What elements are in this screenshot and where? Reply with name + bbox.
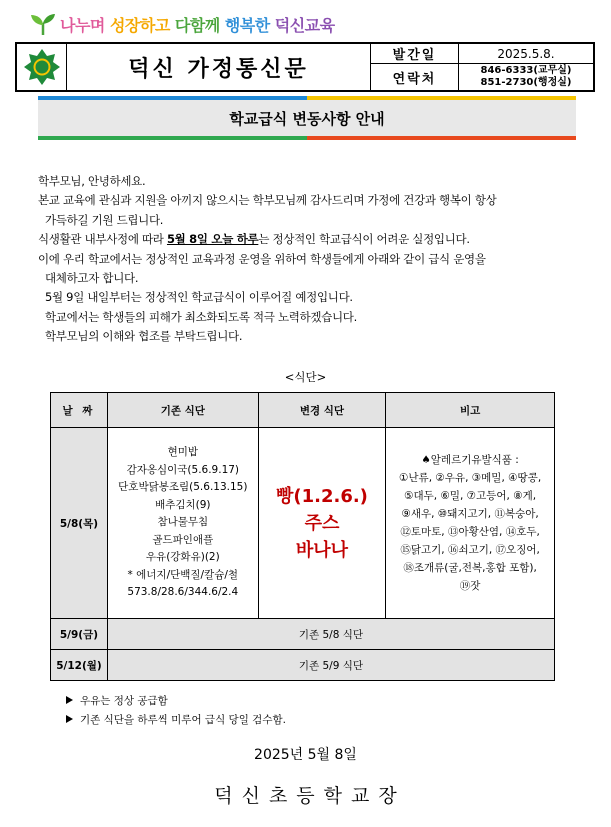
changed-item: 주스 — [304, 512, 340, 534]
menu-header-row — [51, 393, 555, 428]
allergy-line: ⑨새우, ⑩돼지고기, ⑪복숭아, — [401, 508, 539, 520]
slogan-word: 다함께 — [174, 15, 225, 35]
menu-item: 단호박닭봉조림(5.6.13.15) — [118, 481, 248, 494]
table-row — [51, 619, 555, 650]
issue-date: 2025.5.8. — [459, 44, 593, 64]
row-date: 5/8(목) — [51, 428, 108, 619]
slogan-word: 성장하고 — [109, 15, 175, 35]
body-line: 이에 우리 학교에서는 정상적인 교육과정 운영을 위하여 학생들에게 아래와 같이 급식 운영을 — [38, 251, 486, 266]
triangle-bullet-icon — [66, 696, 73, 704]
changed-item: 빵(1.2.6.) — [275, 485, 368, 507]
masthead — [15, 42, 595, 92]
menu-table — [50, 392, 555, 681]
highlight-date: 5월 8일 오늘 하루 — [166, 232, 259, 247]
original-menu — [107, 428, 258, 619]
allergy-line: ⑲잣 — [459, 580, 481, 592]
header-changed: 변경 식단 — [258, 393, 385, 428]
notes — [66, 692, 286, 730]
slogan-text — [60, 13, 335, 36]
menu-item: * 에너지/단백질/칼슘/철 — [127, 568, 239, 581]
masthead-info — [371, 44, 593, 90]
title-bar-bottom — [38, 136, 576, 140]
menu-title: <식단> — [284, 370, 327, 384]
sprout-icon — [30, 13, 56, 35]
menu-item: 골드파인애플 — [152, 533, 214, 546]
note-item: 기존 식단을 하루씩 미루어 급식 당일 검수함. — [66, 711, 286, 730]
header-original: 기존 식단 — [107, 393, 258, 428]
slogan-word: 덕신교육 — [274, 15, 335, 35]
slogan-word: 나누며 — [60, 15, 110, 35]
contact-label: 연락처 — [371, 64, 459, 90]
row-menu: 기존 5/8 식단 — [107, 619, 554, 650]
body-line: 대체하고자 합니다. — [45, 271, 139, 286]
menu-item: 573.8/28.6/344.6/2.4 — [127, 586, 239, 599]
slogan — [30, 12, 335, 36]
allergy-line: ⑫토마토, ⑬아황산염, ⑭호두, — [400, 526, 540, 538]
notice-title: 학교급식 변동사항 안내 — [38, 100, 576, 136]
body-line: 5월 9일 내일부터는 정상적인 학교급식이 이루어질 예정입니다. — [45, 290, 353, 305]
allergy-line: ⑱조개류(굴,전복,홍합 포함), — [403, 562, 537, 574]
body-line: 본교 교육에 관심과 지원을 아끼지 않으시는 학부모님께 감사드리며 가정에 건강과 행복이 항상 — [38, 193, 497, 208]
school-logo — [17, 44, 67, 90]
changed-item: 바나나 — [295, 539, 349, 561]
allergy-line: ♠알레르기유발식품 : — [421, 454, 519, 466]
row-menu: 기존 5/9 식단 — [107, 650, 554, 681]
newsletter-title: 덕신 가정통신문 — [67, 44, 371, 90]
row-date: 5/12(월) — [51, 650, 108, 681]
school-emblem-icon — [22, 47, 62, 87]
allergy-line: ⑤대두, ⑥밀, ⑦고등어, ⑧게, — [404, 490, 537, 502]
allergy-line: ⑮닭고기, ⑯쇠고기, ⑰오징어, — [400, 544, 540, 556]
body-line: 학교에서는 학생들의 피해가 최소화되도록 적극 노력하겠습니다. — [45, 309, 357, 324]
changed-menu — [258, 428, 385, 619]
letter-body — [38, 172, 578, 347]
body-line-highlight: 식생활관 내부사정에 따라 5월 8일 오늘 하루는 정상적인 학교급식이 어려운 실정입니다. — [38, 232, 470, 247]
table-row — [51, 650, 555, 681]
menu-item: 감자옹심이국(5.6.9.17) — [126, 463, 240, 476]
body-line: 학부모님의 이해와 협조를 부탁드립니다. — [45, 329, 243, 344]
issue-date-footer: 2025년 5월 8일 — [254, 747, 357, 763]
note-item: 우유는 정상 공급함 — [66, 692, 286, 711]
body-line: 가득하길 기원 드립니다. — [45, 212, 164, 227]
header-note: 비고 — [386, 393, 555, 428]
table-row — [51, 428, 555, 619]
contact-admin: 851-2730(행정실) — [480, 77, 572, 88]
triangle-bullet-icon — [66, 715, 73, 723]
signer: 덕신초등학교장 — [214, 785, 406, 807]
menu-item: 배추김치(9) — [155, 498, 211, 511]
slogan-word: 행복한 — [224, 15, 275, 35]
issue-date-label: 발간일 — [371, 44, 459, 64]
allergy-info — [386, 428, 555, 619]
allergy-line: ①난류, ②우유, ③메밀, ④땅콩, — [399, 472, 542, 484]
contact-office: 846-6333(교무실) — [480, 65, 572, 76]
header-date: 날 짜 — [51, 393, 108, 428]
body-line: 학부모님, 안녕하세요. — [38, 174, 146, 188]
menu-item: 참나물무침 — [157, 516, 209, 529]
contact-numbers — [459, 64, 593, 90]
row-date: 5/9(금) — [51, 619, 108, 650]
menu-item: 우유(강화유)(2) — [145, 551, 220, 564]
menu-item: 현미밥 — [167, 446, 199, 459]
